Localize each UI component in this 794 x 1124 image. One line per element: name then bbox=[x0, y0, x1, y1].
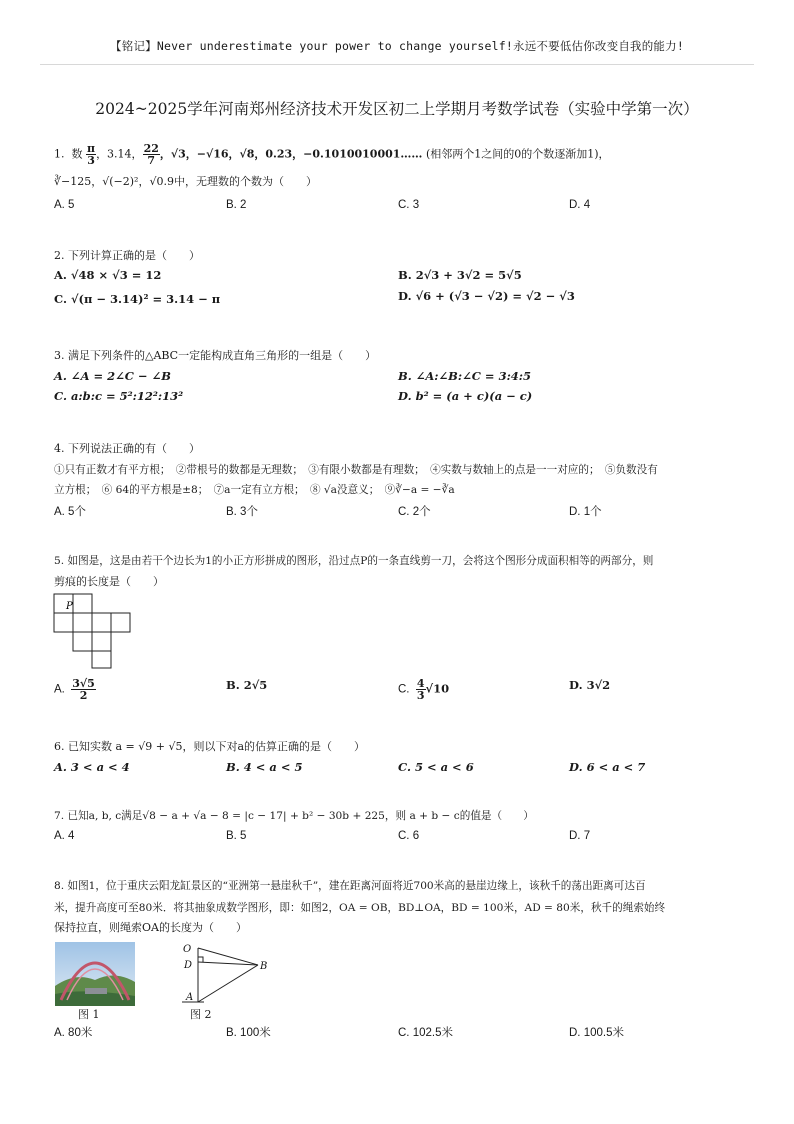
q5-square bbox=[92, 651, 111, 668]
q5-line1: 5. 如图是，这是由若干个边长为1的小正方形拼成的图形，沿过点P的一条直线剪一刀，会将这个图形分成面积相等的两部分，则 bbox=[54, 555, 654, 567]
q7-option-d[interactable]: D. 7 bbox=[569, 830, 591, 842]
q8-fig2-caption: 图 2 bbox=[190, 1008, 212, 1021]
q5-option-d[interactable]: D. 3√2 bbox=[569, 678, 611, 692]
q1-note: (相邻两个1之间的0的个数逐渐加1)， bbox=[425, 147, 610, 161]
q1-option-d[interactable]: D. 4 bbox=[569, 199, 591, 211]
q2-option-d[interactable]: D. √6 + (√3 − √2) = √2 − √3 bbox=[398, 289, 575, 303]
q3-option-a[interactable]: A. ∠A = 2∠C − ∠B bbox=[54, 369, 171, 383]
q3-stem: 3. 满足下列条件的△ABC一定能构成直角三角形的一组是（ ） bbox=[54, 349, 377, 362]
q2-option-c[interactable]: C. √(π − 3.14)² = 3.14 − π bbox=[54, 292, 221, 306]
page-title: 2024~2025学年河南郑州经济技术开发区初二上学期月考数学试卷（实验中学第一次） bbox=[95, 100, 699, 118]
q8-option-d[interactable]: D. 100.5米 bbox=[569, 1027, 624, 1039]
q4-option-d[interactable]: D. 1个 bbox=[569, 506, 602, 518]
q8-figure2-diagram bbox=[178, 942, 278, 1006]
q6-option-c[interactable]: C. 5 < a < 6 bbox=[398, 760, 474, 774]
q1-option-c[interactable]: C. 3 bbox=[398, 199, 420, 211]
q5-square bbox=[73, 594, 92, 613]
q7-option-b[interactable]: B. 5 bbox=[226, 830, 247, 842]
q7-option-a[interactable]: A. 4 bbox=[54, 830, 75, 842]
q6-option-a[interactable]: A. 3 < a < 4 bbox=[54, 760, 130, 774]
q8-line2: 米，提升高度可至80米．将其抽象成数学图形，即：如图2，OA = OB，BD⊥OA，BD = 100米，AD = 80米，秋千的绳索始终 bbox=[54, 902, 666, 914]
q5-square bbox=[92, 632, 111, 651]
right-angle-mark bbox=[198, 957, 203, 962]
q7-stem: 7. 已知a, b, c满足√8 − a + √a − 8 = |c − 17| + b² − 30b + 225，则 a + b − c的值是（ ） bbox=[54, 810, 534, 822]
header-motto: 【铭记】Never underestimate your power to change yourself!永远不要低估你改变自我的能力! bbox=[110, 39, 684, 53]
q3-option-b[interactable]: B. ∠A:∠B:∠C = 3:4:5 bbox=[398, 369, 532, 383]
q8-option-b[interactable]: B. 100米 bbox=[226, 1027, 271, 1039]
q5-option-b[interactable]: B. 2√5 bbox=[226, 678, 268, 692]
q1-items: ，√3，−√16，√8，0.23，−0.1010010001…… bbox=[159, 147, 423, 161]
q6-option-b[interactable]: B. 4 < a < 5 bbox=[226, 760, 303, 774]
q1-option-a[interactable]: A. 5 bbox=[54, 199, 75, 211]
q5-square bbox=[73, 632, 92, 651]
q8-option-a[interactable]: A. 80米 bbox=[54, 1027, 93, 1039]
q5-square bbox=[54, 613, 73, 632]
q8-line1: 8. 如图1，位于重庆云阳龙缸景区的“亚洲第一悬崖秋千”，建在距离河面将近700米高的悬崖边缘上，该秋千的荡出距离可达百 bbox=[54, 880, 646, 892]
q6-option-d[interactable]: D. 6 < a < 7 bbox=[569, 760, 646, 774]
q1-option-b[interactable]: B. 2 bbox=[226, 199, 247, 211]
q2-option-b[interactable]: B. 2√3 + 3√2 = 5√5 bbox=[398, 268, 522, 282]
label-d: D bbox=[184, 960, 193, 971]
segment-ab bbox=[198, 965, 258, 1002]
q5-option-a[interactable]: A. $\frac{3√5}{2}$ bbox=[54, 677, 95, 702]
q5-square bbox=[92, 613, 111, 632]
label-a: A bbox=[186, 992, 194, 1003]
q5-point-label: P bbox=[66, 601, 73, 612]
q1-line2: ∛−125，√(−2)²，√0.9中，无理数的个数为（ ） bbox=[54, 175, 317, 188]
q1-frac-pi3: $\frac{\pi}{3}$ bbox=[87, 142, 96, 167]
q4-option-c[interactable]: C. 2个 bbox=[398, 506, 431, 518]
q4-stem: 4. 下列说法正确的有（ ） bbox=[54, 442, 200, 455]
q1-line1 bbox=[54, 143, 610, 166]
label-b: B bbox=[260, 961, 268, 972]
q8-fig1-caption: 图 1 bbox=[78, 1008, 100, 1021]
q1-prefix: 数 bbox=[71, 147, 83, 161]
q4-line2: 立方根； ⑥ 64的平方根是±8； ⑦a一定有立方根； ⑧ √a没意义； ⑨∛−a = −∛a bbox=[54, 484, 455, 496]
q3-option-c[interactable]: C. a:b:c = 5²:12²:13² bbox=[54, 389, 184, 403]
q4-option-b[interactable]: B. 3个 bbox=[226, 506, 258, 518]
q5-option-c[interactable]: C. $\frac{4}{3}$ √10 bbox=[398, 677, 450, 702]
q5-grid-figure bbox=[52, 592, 134, 670]
q1-list-a: ，3.14， bbox=[96, 147, 143, 161]
q1-number: 1. bbox=[54, 147, 65, 161]
q3-option-d[interactable]: D. b² = (a + c)(a − c) bbox=[398, 389, 533, 403]
header-divider bbox=[40, 64, 754, 65]
q5-line2: 剪痕的长度是（ ） bbox=[54, 575, 164, 588]
q5-square bbox=[73, 613, 92, 632]
q2-option-a[interactable]: A. √48 × √3 = 12 bbox=[54, 268, 162, 282]
label-o: O bbox=[183, 944, 192, 955]
q8-line3: 保持拉直，则绳索OA的长度为（ ） bbox=[54, 921, 247, 934]
q5-square bbox=[111, 613, 130, 632]
q4-line1: ①只有正数才有平方根； ②带根号的数都是无理数； ③有限小数都是有理数； ④实数与数轴上的点是一一对应的； ⑤负数没有 bbox=[54, 464, 658, 476]
q8-figure1-photo bbox=[55, 942, 135, 1006]
q6-stem: 6. 已知实数 a = √9 + √5，则以下对a的估算正确的是（ ） bbox=[54, 740, 366, 753]
q2-stem: 2. 下列计算正确的是（ ） bbox=[54, 249, 200, 262]
q1-frac-22-7: $\frac{22}{7}$ bbox=[143, 142, 159, 167]
q8-option-c[interactable]: C. 102.5米 bbox=[398, 1027, 453, 1039]
platform-shape bbox=[85, 988, 107, 994]
q4-option-a[interactable]: A. 5个 bbox=[54, 506, 86, 518]
q7-option-c[interactable]: C. 6 bbox=[398, 830, 420, 842]
